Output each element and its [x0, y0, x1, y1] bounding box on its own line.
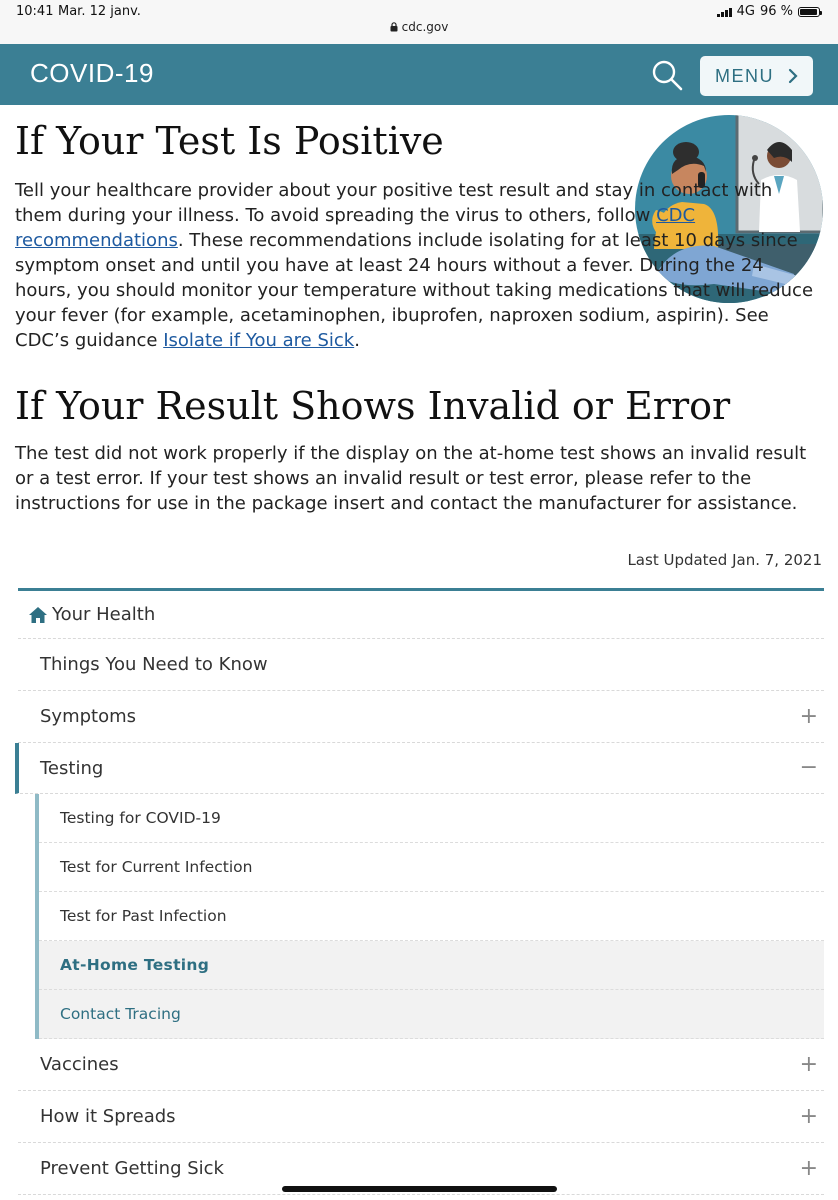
- menu-label: MENU: [715, 65, 774, 86]
- nav-item-label: Testing: [40, 757, 104, 779]
- menu-button[interactable]: [700, 56, 813, 96]
- positive-paragraph: [15, 178, 815, 353]
- positive-text-1: Tell your healthcare provider about your positive test result and stay in contact with them during your illness. To avoid spreading the virus to others, follow: [15, 180, 773, 226]
- last-updated: Last Updated Jan. 7, 2021: [627, 551, 822, 569]
- site-title[interactable]: COVID-19: [30, 58, 154, 88]
- nav-item-how-it-spreads[interactable]: [18, 1091, 824, 1143]
- positive-text-3: .: [354, 330, 360, 351]
- search-button[interactable]: [650, 58, 684, 92]
- search-icon: [650, 58, 684, 92]
- nav-home-label: Your Health: [52, 604, 156, 625]
- status-date: Mar. 12 janv.: [58, 4, 141, 19]
- nav-home-your-health[interactable]: [18, 591, 824, 639]
- nav-item-label: Vaccines: [40, 1054, 119, 1075]
- network-type: 4G: [736, 4, 755, 19]
- subnav-testing-for-covid19[interactable]: Testing for COVID-19: [39, 794, 824, 843]
- home-icon: [28, 606, 48, 624]
- expand-plus-icon[interactable]: +: [799, 1155, 818, 1181]
- nav-item-label: Things You Need to Know: [40, 654, 268, 675]
- heading-test-positive: If Your Test Is Positive: [15, 119, 444, 163]
- battery-percent: 96 %: [759, 4, 793, 19]
- url-text: cdc.gov: [401, 20, 449, 34]
- status-time: 10:41: [16, 4, 54, 19]
- nav-item-label: How it Spreads: [40, 1106, 176, 1127]
- status-bar: [0, 0, 838, 44]
- nav-item-things-you-need-to-know[interactable]: [18, 639, 824, 691]
- signal-icon: [717, 7, 732, 17]
- nav-item-testing[interactable]: [15, 743, 824, 794]
- nav-item-vaccines[interactable]: [18, 1039, 824, 1091]
- heading-invalid-error: If Your Result Shows Invalid or Error: [15, 384, 731, 428]
- isolate-if-sick-link[interactable]: Isolate if You are Sick: [163, 330, 355, 351]
- collapse-minus-icon[interactable]: −: [799, 755, 818, 780]
- subnav-test-past-infection[interactable]: Test for Past Infection: [39, 892, 824, 941]
- lock-icon: [390, 22, 398, 32]
- expand-plus-icon[interactable]: +: [799, 703, 818, 729]
- home-indicator[interactable]: [282, 1186, 557, 1192]
- chevron-right-icon: [788, 68, 798, 84]
- positive-text-2: . These recommendations include isolating for at least 10 days since symptom onset and until you have at least 24 hours without a fever. During the 24 hours, you should monitor your temperature without taking medications that will reduce your fever (for example, acetaminophen, ibuprofen, naproxen sodium, aspirin). See CDC’s guidance: [15, 230, 814, 351]
- subnav-at-home-testing[interactable]: At-Home Testing: [39, 941, 824, 990]
- invalid-paragraph: The test did not work properly if the display on the at-home test shows an invalid result or a test error. If your test shows an invalid result or test error, please refer to the instructions for use in the package insert and contact the manufacturer for assistance.: [15, 443, 807, 514]
- expand-plus-icon[interactable]: +: [799, 1051, 818, 1077]
- testing-subnav: [35, 794, 824, 1039]
- subnav-test-current-infection[interactable]: Test for Current Infection: [39, 843, 824, 892]
- expand-plus-icon[interactable]: +: [799, 1103, 818, 1129]
- status-indicators: [717, 4, 820, 19]
- battery-icon: [798, 7, 820, 17]
- cdc-recommendations-link[interactable]: CDC recommendations: [15, 205, 696, 251]
- nav-item-label: Symptoms: [40, 706, 137, 727]
- subnav-contact-tracing[interactable]: Contact Tracing: [39, 990, 824, 1039]
- site-header: [0, 44, 838, 105]
- nav-item-label: Prevent Getting Sick: [40, 1158, 224, 1179]
- section-nav: [18, 588, 824, 1195]
- address-bar[interactable]: [0, 20, 838, 34]
- nav-item-symptoms[interactable]: [18, 691, 824, 743]
